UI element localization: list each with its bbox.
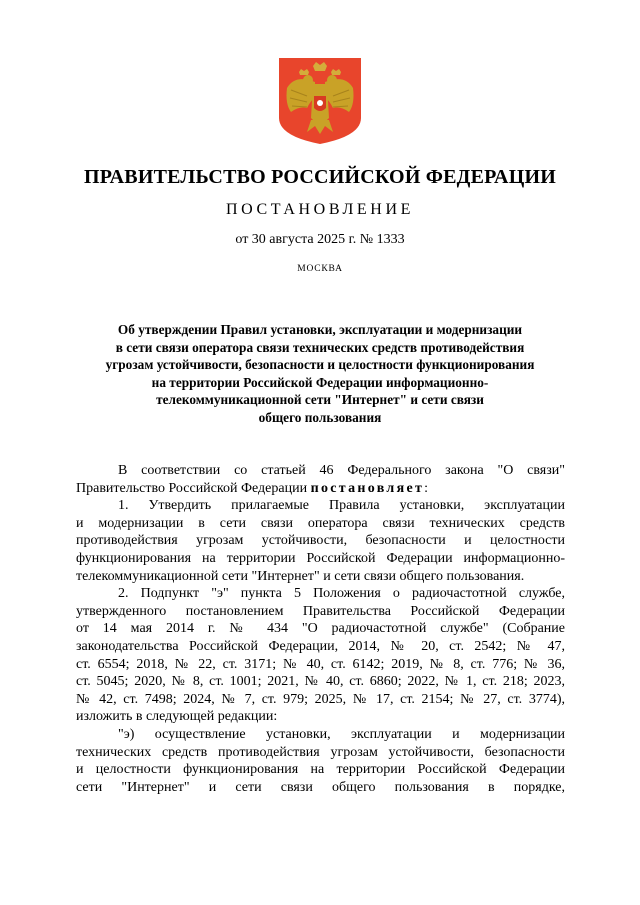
government-heading: ПРАВИТЕЛЬСТВО РОССИЙСКОЙ ФЕДЕРАЦИИ bbox=[84, 166, 556, 188]
title-line: телекоммуникационной сети "Интернет" и сети связи bbox=[156, 392, 484, 408]
paragraph-2-line: утвержденного постановлением Правительства Российской Федерации bbox=[76, 603, 565, 619]
date-and-number: от 30 августа 2025 г. № 1333 bbox=[235, 232, 405, 247]
document-body bbox=[76, 462, 565, 796]
paragraph-2-line: изложить в следующей редакции: bbox=[76, 709, 278, 725]
paragraph-1-line: телекоммуникационной сети "Интернет" и сети связи общего пользования. bbox=[76, 568, 525, 584]
paragraph-2-line: 2. Подпункт "э" пункта 5 Положения о радиочастотной службе, bbox=[118, 586, 565, 602]
preamble-text: Правительство Российской Федерации bbox=[76, 480, 311, 496]
paragraph-2-line: законодательства Российской Федерации, 2014, № 20, ст. 2542; № 47, bbox=[76, 638, 565, 654]
paragraph-3-line: сети "Интернет" и сети связи общего пользования в порядке, bbox=[76, 779, 565, 795]
paragraph-1-line: 1. Утвердить прилагаемые Правила установки, эксплуатации bbox=[118, 498, 565, 514]
title-line: общего пользования bbox=[258, 409, 382, 425]
document-title bbox=[70, 321, 570, 427]
preamble-line bbox=[76, 480, 565, 498]
paragraph-3-line: технических средств противодействия угрозам устойчивости, безопасности bbox=[76, 744, 565, 760]
preamble-line: В соответствии со статьей 46 Федерального закона "О связи" bbox=[118, 463, 565, 478]
paragraph-3-line: "э) осуществление установки, эксплуатации и модернизации bbox=[118, 726, 565, 742]
title-line: Об утверждении Правил установки, эксплуатации и модернизации bbox=[117, 322, 523, 337]
paragraph-1-line: противодействия угрозам устойчивости, безопасности и целостности bbox=[76, 533, 565, 549]
coat-of-arms-emblem bbox=[277, 56, 363, 146]
paragraph-1-line: и модернизации в сети связи оператора связи технических средств bbox=[76, 515, 565, 531]
paragraph-2-line: от 14 мая 2014 г. № 434 "О радиочастотной службе" (Собрание bbox=[76, 621, 565, 637]
title-line: на территории Российской Федерации информационно- bbox=[151, 374, 489, 390]
title-line: угрозам устойчивости, безопасности и целостности функционирования bbox=[105, 357, 535, 373]
preamble-colon: : bbox=[424, 480, 429, 496]
title-line: в сети связи оператора связи технических средств противодействия bbox=[115, 339, 525, 355]
decree-keyword: постановляет bbox=[310, 480, 425, 496]
paragraph-1-line: функционирования на территории Российской Федерации информационно- bbox=[76, 550, 565, 566]
document-type: ПОСТАНОВЛЕНИЕ bbox=[226, 201, 414, 218]
paragraph-2-line: ст. 5045; 2020, № 8, ст. 1001; 2021, № 40, ст. 6860; 2022, № 1, ст. 218; 2023, bbox=[76, 674, 565, 690]
city-name: МОСКВА bbox=[297, 264, 343, 274]
paragraph-2-line: № 42, ст. 7498; 2024, № 7, ст. 979; 2025, № 17, ст. 2154; № 27, ст. 3774), bbox=[76, 691, 565, 707]
paragraph-2-line: ст. 6554; 2018, № 22, ст. 3171; № 40, ст. 6142; 2019, № 8, ст. 776; № 36, bbox=[76, 656, 565, 672]
paragraph-3-line: и целостности функционирования на территории Российской Федерации bbox=[76, 762, 565, 778]
